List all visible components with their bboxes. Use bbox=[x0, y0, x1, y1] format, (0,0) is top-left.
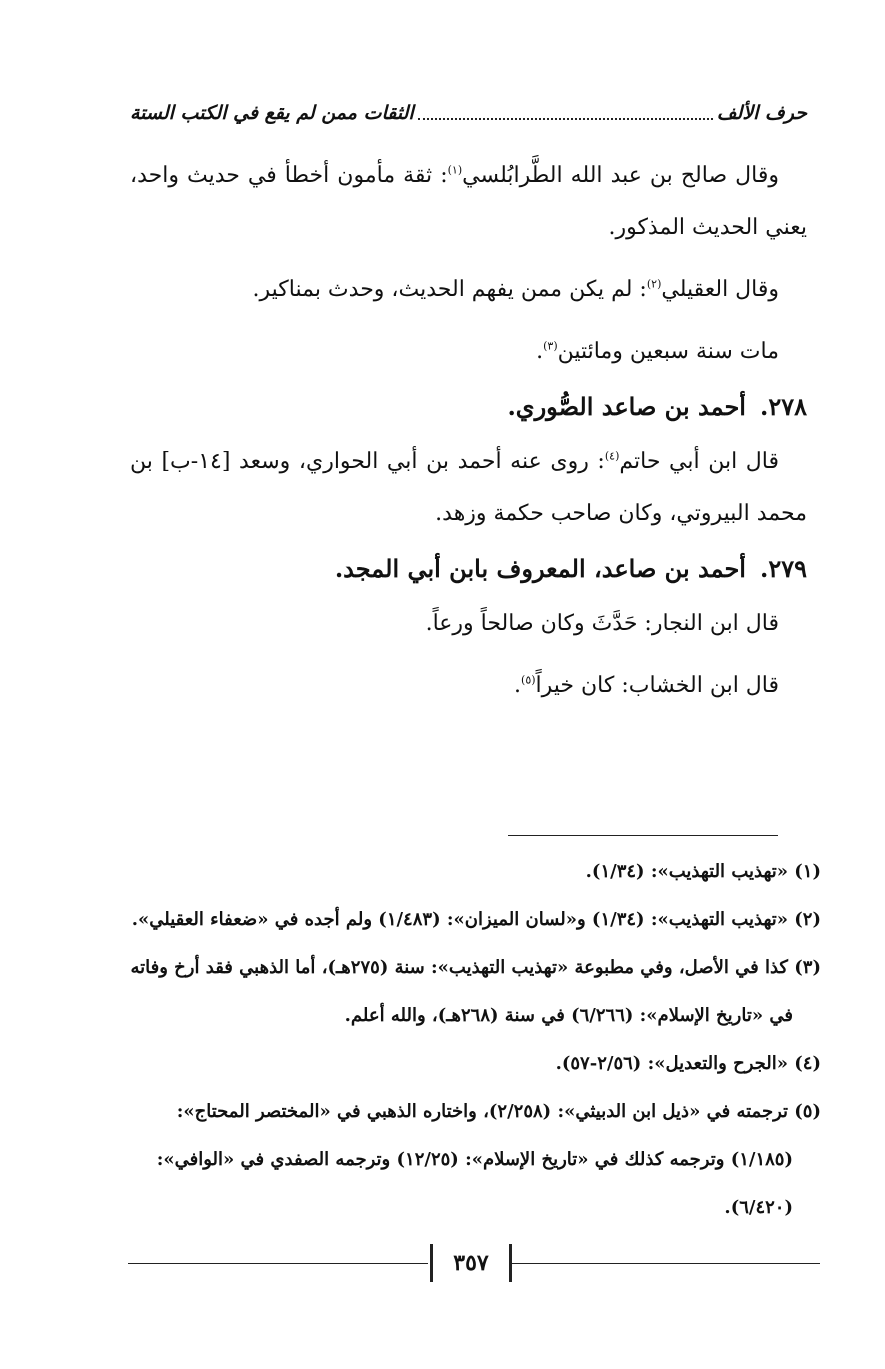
entry-name: أحمد بن صاعد، المعروف بابن أبي المجد. bbox=[334, 554, 746, 583]
footnote-ref-2[interactable]: (٢) bbox=[646, 277, 662, 291]
footnote-ref-3[interactable]: (٣) bbox=[543, 339, 558, 353]
chapter-title: حرف الألف bbox=[716, 102, 807, 124]
footnote-ref-1[interactable]: (١) bbox=[447, 163, 463, 177]
entry-heading-279 bbox=[130, 540, 807, 598]
leader-dots bbox=[418, 116, 713, 120]
entry-number: ٢٧٨. bbox=[759, 392, 807, 421]
paragraph-death-year: مات سنة سبعين ومائتين$^{(٣)}$. bbox=[536, 339, 779, 364]
paragraph-abi-hatim: قال ابن أبي حاتم$^{(٤)}$: روى عنه أحمد بن أبي الحواري، وسعد [١٤-ب] بن محمد البيروتي، وكان صاحب حكمة وزهد. bbox=[130, 449, 807, 526]
paragraph-uqayli: وقال العقيلي$^{(٢)}$: لم يكن ممن يفهم الحديث، وحدث بمناكير. bbox=[252, 277, 779, 302]
book-title: الثقات ممن لم يقع في الكتب الستة bbox=[130, 102, 414, 124]
folio-rule-left bbox=[128, 1263, 428, 1264]
entry-number: ٢٧٩. bbox=[759, 554, 807, 583]
footnote-1: (١) «تهذيب التهذيب»: (١/٣٤). bbox=[585, 861, 821, 882]
main-text bbox=[130, 150, 807, 712]
page-number: ٣٥٧ bbox=[430, 1244, 512, 1282]
footnote-4: (٤) «الجرح والتعديل»: (٢/٥٦-٥٧). bbox=[555, 1053, 821, 1074]
paragraph-salih: وقال صالح بن عبد الله الطَّرابُلسي$^{(١)}$: ثقة مأمون أخطأ في حديث واحد، يعني الحديث المذكور. bbox=[130, 163, 807, 240]
footnote-ref-4[interactable]: (٤) bbox=[604, 449, 620, 463]
entry-name: أحمد بن صاعد الصُّوري. bbox=[507, 392, 746, 421]
footnote-separator bbox=[508, 835, 778, 836]
footnote-5: (٥) ترجمته في «ذيل ابن الدبيثي»: (٢/٢٥٨)، واختاره الذهبي في «المختصر المحتاج»: (١/١٨٥) وترجمه كذلك في «تاريخ الإسلام»: (١٢/٢٥) وترجمه الصفدي في «الوافي»: (٦/٤٢٠). bbox=[156, 1101, 821, 1218]
entry-heading-278 bbox=[130, 378, 807, 436]
footnotes bbox=[125, 848, 821, 1232]
footnote-3: (٣) كذا في الأصل، وفي مطبوعة «تهذيب التهذيب»: سنة (٢٧٥هـ)، أما الذهبي فقد أرخ وفاته في «تاريخ الإسلام»: (٦/٢٦٦) في سنة (٢٦٨هـ)، والله أعلم. bbox=[130, 957, 821, 1026]
paragraph-ibn-khashshab: قال ابن الخشاب: كان خيراً$^{(٥)}$. bbox=[514, 673, 779, 698]
paragraph-ibn-najjar: قال ابن النجار: حَدَّثَ وكان صالحاً ورعاً. bbox=[425, 611, 779, 636]
footnote-2: (٢) «تهذيب التهذيب»: (١/٣٤) و«لسان الميزان»: (١/٤٨٣) ولم أجده في «ضعفاء العقيلي». bbox=[131, 909, 821, 930]
running-head bbox=[130, 95, 807, 131]
folio-rule-right bbox=[512, 1263, 820, 1264]
footnote-ref-5[interactable]: (٥) bbox=[521, 673, 536, 687]
